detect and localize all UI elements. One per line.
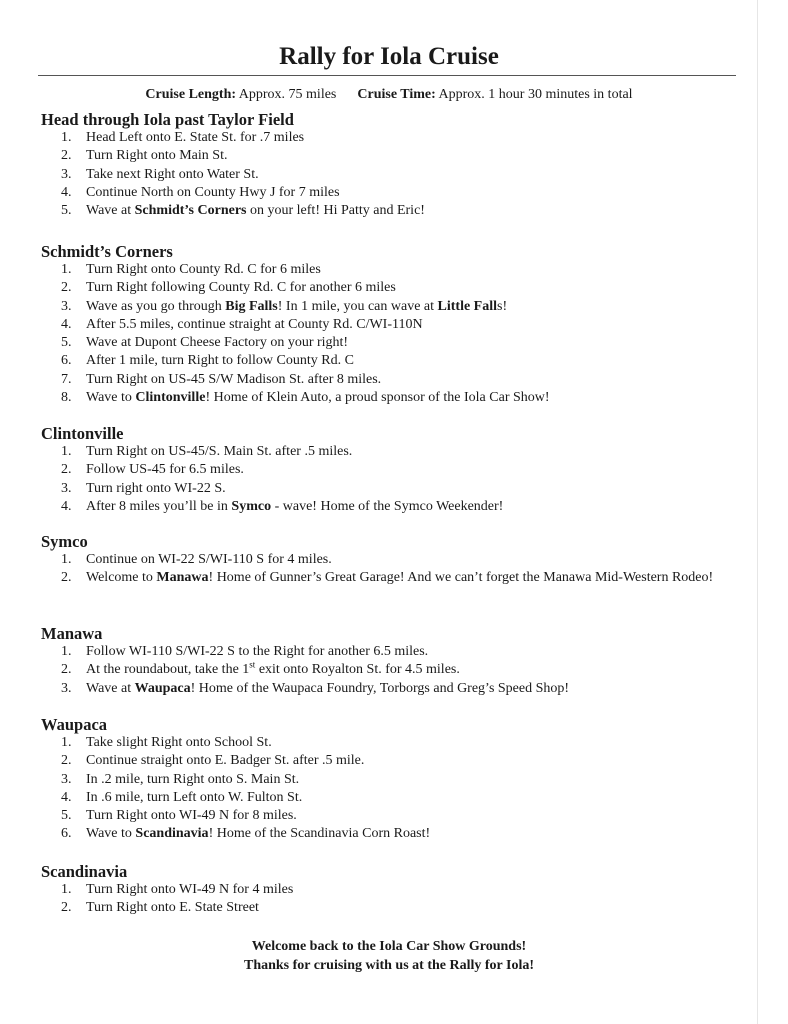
directions-list xyxy=(41,643,751,698)
step-text: After 1 mile, turn Right to follow County Rd. C xyxy=(86,353,354,369)
step-text: ! Home of the Waupaca Foundry, Torborgs and Greg’s Speed Shop! xyxy=(190,680,570,696)
step-number: 2. xyxy=(61,900,72,916)
direction-step xyxy=(41,661,751,679)
step-text: - wave! Home of the Symco Weekender! xyxy=(271,498,504,514)
section-heading: Symco xyxy=(41,532,88,551)
step-text: Continue straight onto E. Badger St. after .5 mile. xyxy=(86,753,365,769)
direction-step xyxy=(41,569,751,587)
step-number: 2. xyxy=(61,148,72,164)
page-title: Rally for Iola Cruise xyxy=(279,43,499,70)
step-text: Wave as you go through xyxy=(86,298,226,314)
step-number: 4. xyxy=(61,498,72,514)
step-number: 4. xyxy=(61,789,72,805)
closing-line-2: Thanks for cruising with us at the Rally for Iola! xyxy=(243,958,534,973)
step-text: Wave at Dupont Cheese Factory on your right! xyxy=(86,335,349,351)
step-text: ! Home of Klein Auto, a proud sponsor of the Iola Car Show! xyxy=(205,390,550,406)
section-clintonville xyxy=(41,424,751,516)
step-number: 7. xyxy=(61,371,72,387)
place-name: Symco xyxy=(231,498,272,514)
section-heading: Head through Iola past Taylor Field xyxy=(41,110,294,129)
section-heading: Schmidt’s Corners xyxy=(41,242,173,261)
directions-list xyxy=(41,129,751,220)
step-number: 4. xyxy=(61,316,72,332)
step-text: ! In 1 mile, you can wave at xyxy=(277,298,438,314)
step-number: 3. xyxy=(61,771,72,787)
step-text: ! Home of Gunner’s Great Garage! And we can’t forget the Manawa Mid-Western Rodeo! xyxy=(208,570,714,586)
step-text: Wave at xyxy=(86,203,135,219)
direction-step xyxy=(41,279,751,297)
direction-step xyxy=(41,298,751,316)
step-number: 4. xyxy=(61,184,72,200)
step-text: In .2 mile, turn Right onto S. Main St. xyxy=(86,771,300,787)
step-number: 3. xyxy=(61,166,72,182)
direction-step xyxy=(41,461,751,479)
direction-step xyxy=(41,680,751,698)
direction-step xyxy=(41,789,751,807)
step-number: 2. xyxy=(61,280,72,296)
section-scandinavia xyxy=(41,862,751,918)
step-text: Head Left onto E. State St. for .7 miles xyxy=(86,130,305,145)
place-name: Big Falls xyxy=(225,298,278,314)
direction-step xyxy=(41,899,751,917)
step-number: 5. xyxy=(61,335,72,351)
direction-step xyxy=(41,261,751,279)
directions-list xyxy=(41,443,751,516)
direction-step xyxy=(41,147,751,165)
step-number: 1. xyxy=(61,735,72,750)
direction-step xyxy=(41,129,751,147)
step-number: 1. xyxy=(61,552,72,567)
direction-step xyxy=(41,643,751,661)
section-head-through-iola xyxy=(41,110,751,220)
step-number: 5. xyxy=(61,203,72,219)
cruise-time-value: Approx. 1 hour 30 minutes in total xyxy=(438,87,633,102)
step-text: Wave to xyxy=(86,826,136,842)
step-text: At the roundabout, take the 1 xyxy=(86,662,250,678)
step-number: 1. xyxy=(61,130,72,145)
step-number: 2. xyxy=(61,570,72,586)
step-number: 1. xyxy=(61,882,72,897)
step-text: s! xyxy=(497,298,508,314)
closing-message xyxy=(0,937,778,975)
section-waupaca xyxy=(41,715,751,844)
step-number: 2. xyxy=(61,462,72,478)
step-number: 1. xyxy=(61,644,72,659)
direction-step xyxy=(41,734,751,752)
place-name: Clintonville xyxy=(135,390,206,406)
step-number: 8. xyxy=(61,390,72,406)
direction-step xyxy=(41,371,751,389)
direction-step xyxy=(41,443,751,461)
direction-step xyxy=(41,825,751,843)
direction-step xyxy=(41,752,751,770)
step-number: 3. xyxy=(61,298,72,314)
step-text: After 8 miles you’ll be in xyxy=(86,498,232,514)
step-number: 6. xyxy=(61,826,72,842)
step-text: Turn Right onto E. State Street xyxy=(86,900,259,916)
step-number: 2. xyxy=(61,753,72,769)
step-text: Turn Right onto WI-49 N for 4 miles xyxy=(86,882,294,897)
direction-step xyxy=(41,807,751,825)
step-text: Wave at xyxy=(86,680,135,696)
step-number: 2. xyxy=(61,662,72,678)
section-heading: Scandinavia xyxy=(41,862,128,881)
step-text: After 5.5 miles, continue straight at County Rd. C/WI-110N xyxy=(86,316,423,332)
direction-step xyxy=(41,316,751,334)
cruise-time-label: Cruise Time: xyxy=(357,87,436,102)
step-number: 1. xyxy=(61,262,72,277)
step-text: Take slight Right onto School St. xyxy=(86,735,272,750)
directions-list xyxy=(41,551,751,588)
step-number: 3. xyxy=(61,480,72,496)
direction-step xyxy=(41,881,751,899)
page-edge-line xyxy=(757,0,758,1024)
step-number: 1. xyxy=(61,444,72,459)
direction-step xyxy=(41,480,751,498)
place-name: Waupaca xyxy=(134,680,191,696)
section-manawa xyxy=(41,624,751,698)
section-schmidts-corners xyxy=(41,242,751,407)
direction-step xyxy=(41,771,751,789)
section-heading: Clintonville xyxy=(41,424,124,443)
step-number: 6. xyxy=(61,353,72,369)
directions-list xyxy=(41,261,751,407)
step-text: Welcome to xyxy=(86,570,157,586)
step-text: on your left! Hi Patty and Eric! xyxy=(246,203,425,219)
step-text: exit onto Royalton St. for 4.5 miles. xyxy=(255,662,460,678)
directions-list xyxy=(41,881,751,918)
title-divider xyxy=(38,75,736,76)
step-text: ! Home of the Scandinavia Corn Roast! xyxy=(208,826,431,842)
place-name: Schmidt’s Corners xyxy=(134,203,247,219)
direction-step xyxy=(41,352,751,370)
closing-line-1: Welcome back to the Iola Car Show Grounds! xyxy=(251,939,527,954)
step-number: 5. xyxy=(61,808,72,824)
step-text: Turn Right following County Rd. C for another 6 miles xyxy=(86,280,396,296)
direction-step xyxy=(41,184,751,202)
section-heading: Manawa xyxy=(41,624,103,643)
place-name: Scandinavia xyxy=(135,826,209,842)
place-name: Manawa xyxy=(156,570,209,586)
cruise-length-label: Cruise Length: xyxy=(145,87,237,102)
direction-step xyxy=(41,498,751,516)
section-symco xyxy=(41,532,751,588)
direction-step xyxy=(41,389,751,407)
step-text: Turn Right onto WI-49 N for 8 miles. xyxy=(86,808,297,824)
direction-step xyxy=(41,202,751,220)
cruise-summary xyxy=(0,86,778,103)
step-number: 3. xyxy=(61,680,72,696)
step-text: Follow US-45 for 6.5 miles. xyxy=(86,462,244,478)
cruise-length-value: Approx. 75 miles xyxy=(238,87,337,102)
direction-step xyxy=(41,551,751,569)
direction-step xyxy=(41,334,751,352)
step-text: Turn Right on US-45/S. Main St. after .5 miles. xyxy=(86,444,353,459)
step-text: In .6 mile, turn Left onto W. Fulton St. xyxy=(86,789,303,805)
section-heading: Waupaca xyxy=(41,715,108,734)
step-text: st xyxy=(249,659,256,670)
step-text: Take next Right onto Water St. xyxy=(86,166,259,182)
step-text: Turn Right onto County Rd. C for 6 miles xyxy=(86,262,321,277)
step-text: Turn Right on US-45 S/W Madison St. after 8 miles. xyxy=(86,371,382,387)
place-name: Little Fall xyxy=(437,298,498,314)
directions-list xyxy=(41,734,751,844)
step-text: Wave to xyxy=(86,390,136,406)
step-text: Continue on WI-22 S/WI-110 S for 4 miles. xyxy=(86,552,332,567)
step-text: Turn right onto WI-22 S. xyxy=(86,480,226,496)
step-text: Follow WI-110 S/WI-22 S to the Right for another 6.5 miles. xyxy=(86,644,429,659)
step-text: Turn Right onto Main St. xyxy=(86,148,228,164)
direction-step xyxy=(41,166,751,184)
step-text: Continue North on County Hwy J for 7 miles xyxy=(86,184,340,200)
